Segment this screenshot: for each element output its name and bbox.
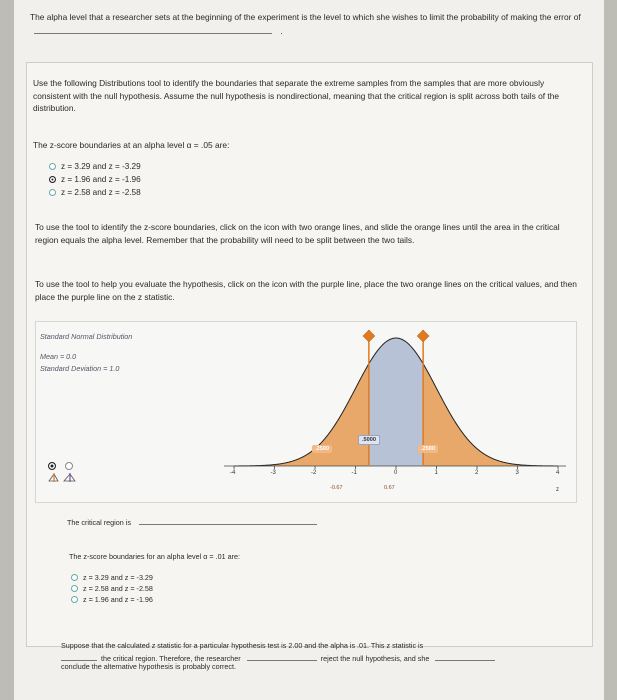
radio-icon[interactable] [71, 574, 78, 581]
center-region [369, 338, 423, 466]
radio-icon[interactable] [49, 189, 56, 196]
q2-option-3[interactable] [49, 187, 141, 198]
q4-option-1-label: z = 3.29 and z = -3.29 [83, 573, 153, 582]
left-critical-line-handle[interactable] [363, 330, 375, 342]
q4-option-2-label: z = 2.58 and z = -2.58 [83, 584, 153, 593]
distribution-tool[interactable] [35, 321, 577, 503]
dist-title: Standard Normal Distribution [40, 332, 133, 341]
q2-prompt: The z-score boundaries at an alpha level α = .05 are: [33, 140, 230, 150]
left-tail-area-badge: .2500 [312, 445, 332, 453]
axis-tick-label: -4 [230, 470, 236, 476]
dist-mean: Mean = 0.0 [40, 352, 77, 361]
purple-line-tool-icon[interactable] [64, 473, 75, 482]
tool-icons[interactable] [48, 471, 82, 483]
instructions-box [26, 62, 593, 671]
q2-option-2[interactable] [49, 174, 141, 185]
worksheet-page [14, 0, 604, 700]
tool-help-2: To use the tool to help you evaluate the hypothesis, click on the icon with the purple line, place the two orange lines on the critical values, and then place the purple line on the z statistic. [35, 279, 577, 302]
left-tail-region [234, 364, 369, 466]
purple-line-mode-radio[interactable] [65, 462, 73, 470]
q5-line-1: Suppose that the calculated z statistic for a particular hypothesis test is 2.00 and the alpha is .01. This z statistic is [61, 641, 424, 650]
q2-option-1[interactable] [49, 161, 141, 172]
axis-tick-label: 3 [515, 470, 519, 476]
radio-icon[interactable] [71, 585, 78, 592]
q5-blank-1[interactable] [61, 651, 97, 661]
radio-icon[interactable] [49, 163, 56, 170]
q5-part3: reject the null hypothesis, and she [320, 654, 430, 663]
q4-option-1[interactable] [71, 573, 153, 583]
q3-answer-dropdown[interactable] [139, 515, 317, 525]
q4-option-2[interactable] [71, 584, 153, 594]
axis-tick-label: -3 [270, 470, 276, 476]
center-area-badge: .5000 [358, 435, 380, 445]
instructions-paragraph: Use the following Distributions tool to identify the boundaries that separate the extreme samples from the samples that are more obviously consistent with the null hypothesis. Assume the null hypothesis is nondirectional, meaning that the critical region is split across both tails of the distribution. [33, 78, 560, 113]
q1-answer-dropdown[interactable] [34, 24, 272, 34]
left-line-value: -0.67 [330, 485, 343, 491]
q2-option-2-label: z = 1.96 and z = -1.96 [61, 175, 141, 184]
tool-help-1: To use the tool to identify the z-score boundaries, click on the icon with two orange lines, and slide the orange lines until the area in the critical region equals the alpha level. Remember that the probability will need to be split between the two tails. [35, 222, 560, 245]
q2-option-3-label: z = 2.58 and z = -2.58 [61, 188, 141, 197]
q4-option-3-label: z = 1.96 and z = -1.96 [83, 595, 153, 604]
q4-option-3[interactable] [71, 595, 153, 605]
axis-tick-label: -1 [351, 470, 357, 476]
q5-blank-2[interactable] [247, 651, 317, 661]
axis-tick-label: 1 [434, 470, 438, 476]
q5-part2: the critical region. Therefore, the researcher [101, 654, 241, 663]
q3-label: The critical region is [67, 518, 131, 527]
radio-selected-icon[interactable] [49, 176, 56, 183]
right-line-value: 0.67 [384, 485, 395, 491]
q2-option-1-label: z = 3.29 and z = -3.29 [61, 162, 141, 171]
q5-line-3: conclude the alternative hypothesis is probably correct. [61, 662, 236, 671]
axis-tick-label: 2 [475, 470, 479, 476]
orange-lines-mode-radio[interactable] [48, 462, 56, 470]
right-tail-region [423, 364, 558, 466]
q5-blank-3[interactable] [435, 651, 495, 661]
axis-label: z [556, 487, 559, 493]
q1-end-punct: . [280, 25, 283, 36]
orange-lines-tool-icon[interactable] [49, 473, 58, 482]
axis-tick-label: 4 [556, 470, 560, 476]
right-tail-area-badge: .2500 [418, 445, 438, 453]
right-critical-line-handle[interactable] [417, 330, 429, 342]
q3-text [67, 515, 317, 528]
normal-curve-plot[interactable] [186, 328, 570, 476]
q4-prompt: The z-score boundaries for an alpha level α = .01 are: [69, 552, 240, 561]
axis-tick-label: -2 [311, 470, 317, 476]
dist-sd: Standard Deviation = 1.0 [40, 364, 120, 373]
q1-prompt: The alpha level that a researcher sets at the beginning of the experiment is the level to which she wishes to limit the probability of making the error of [30, 12, 581, 22]
q1-text [30, 11, 595, 37]
axis-tick-label: 0 [394, 470, 398, 476]
radio-icon[interactable] [71, 596, 78, 603]
